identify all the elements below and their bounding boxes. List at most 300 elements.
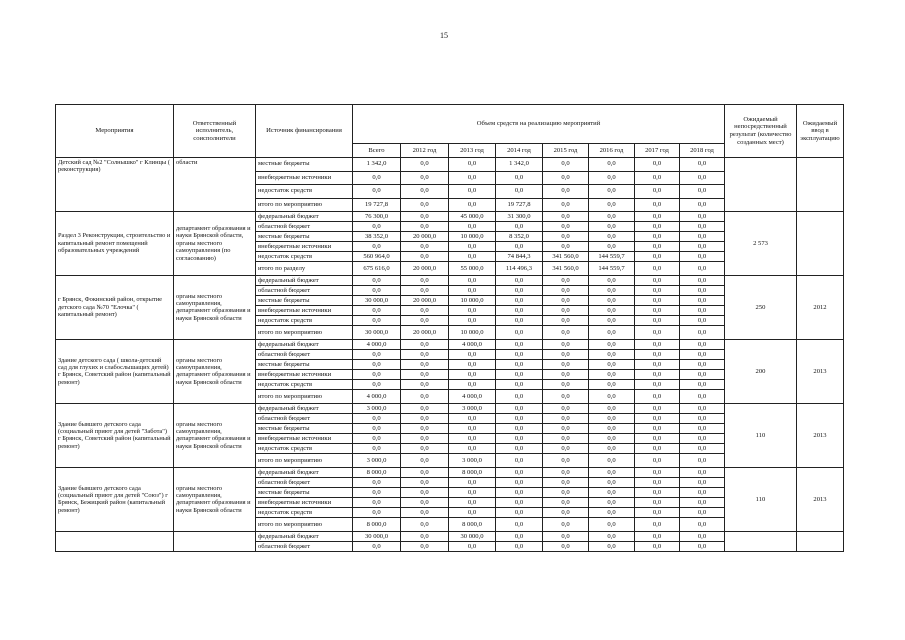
table-row bbox=[56, 212, 844, 222]
source-cell: местные бюджеты bbox=[256, 360, 353, 370]
value-cell: 0,0 bbox=[589, 370, 635, 380]
value-cell: 0,0 bbox=[635, 198, 680, 212]
commission-cell bbox=[797, 158, 844, 212]
value-cell: 0,0 bbox=[635, 403, 680, 413]
value-cell: 0,0 bbox=[680, 380, 725, 390]
value-cell: 20 000,0 bbox=[401, 262, 449, 276]
value-cell: 0,0 bbox=[401, 424, 449, 434]
value-cell: 675 616,0 bbox=[353, 262, 401, 276]
value-cell: 0,0 bbox=[680, 454, 725, 468]
source-cell: итого по мероприятию bbox=[256, 326, 353, 340]
value-cell: 20 000,0 bbox=[401, 232, 449, 242]
source-cell: федеральный бюджет bbox=[256, 212, 353, 222]
value-cell: 0,0 bbox=[496, 531, 543, 541]
value-cell: 3 000,0 bbox=[449, 454, 496, 468]
table-row bbox=[56, 467, 844, 477]
value-cell: 0,0 bbox=[635, 185, 680, 199]
source-cell: областной бюджет bbox=[256, 414, 353, 424]
header-year: 2013 год bbox=[449, 144, 496, 158]
page-number: 15 bbox=[440, 31, 448, 40]
value-cell: 0,0 bbox=[635, 380, 680, 390]
source-cell: федеральный бюджет bbox=[256, 275, 353, 285]
value-cell: 0,0 bbox=[589, 424, 635, 434]
responsible-cell: органы местного самоуправления, департамент образования и науки Брянской области bbox=[174, 467, 256, 531]
value-cell: 0,0 bbox=[401, 488, 449, 498]
source-cell: федеральный бюджет bbox=[256, 467, 353, 477]
value-cell: 0,0 bbox=[401, 275, 449, 285]
value-cell: 0,0 bbox=[589, 275, 635, 285]
activity-cell: Здание бывшего детского сада (социальный приют для детей "Забота") г Брянск, Советский район (капитальный ремонт) bbox=[56, 403, 174, 467]
value-cell: 0,0 bbox=[680, 242, 725, 252]
activity-cell: Раздел 3 Реконструкция, строительство и капитальный ремонт помещений образовательных учреждений bbox=[56, 212, 174, 276]
value-cell: 0,0 bbox=[635, 222, 680, 232]
value-cell: 0,0 bbox=[635, 242, 680, 252]
value-cell: 1 342,0 bbox=[353, 158, 401, 172]
value-cell: 0,0 bbox=[543, 414, 589, 424]
value-cell: 0,0 bbox=[635, 275, 680, 285]
value-cell: 0,0 bbox=[401, 370, 449, 380]
value-cell: 0,0 bbox=[449, 360, 496, 370]
value-cell: 0,0 bbox=[353, 242, 401, 252]
value-cell: 0,0 bbox=[401, 454, 449, 468]
value-cell: 0,0 bbox=[589, 390, 635, 404]
value-cell: 0,0 bbox=[353, 424, 401, 434]
value-cell: 19 727,8 bbox=[353, 198, 401, 212]
source-cell: итого по разделу bbox=[256, 262, 353, 276]
value-cell: 0,0 bbox=[635, 326, 680, 340]
value-cell: 0,0 bbox=[543, 390, 589, 404]
value-cell: 0,0 bbox=[496, 360, 543, 370]
value-cell: 0,0 bbox=[589, 306, 635, 316]
value-cell: 0,0 bbox=[449, 198, 496, 212]
value-cell: 1 342,0 bbox=[496, 158, 543, 172]
source-cell: итого по мероприятию bbox=[256, 390, 353, 404]
value-cell: 0,0 bbox=[635, 158, 680, 172]
value-cell: 0,0 bbox=[635, 262, 680, 276]
value-cell: 3 000,0 bbox=[449, 403, 496, 413]
source-cell: местные бюджеты bbox=[256, 158, 353, 172]
value-cell: 0,0 bbox=[543, 212, 589, 222]
value-cell: 0,0 bbox=[635, 467, 680, 477]
value-cell: 0,0 bbox=[543, 477, 589, 487]
value-cell: 30 000,0 bbox=[449, 531, 496, 541]
value-cell: 0,0 bbox=[496, 498, 543, 508]
value-cell: 0,0 bbox=[543, 316, 589, 326]
value-cell: 0,0 bbox=[449, 370, 496, 380]
value-cell: 30 000,0 bbox=[353, 326, 401, 340]
value-cell: 0,0 bbox=[543, 326, 589, 340]
commission-cell: 2013 bbox=[797, 403, 844, 467]
value-cell: 0,0 bbox=[449, 252, 496, 262]
value-cell: 0,0 bbox=[401, 242, 449, 252]
value-cell: 0,0 bbox=[589, 518, 635, 532]
value-cell: 0,0 bbox=[543, 339, 589, 349]
result-cell: 250 bbox=[725, 275, 797, 339]
value-cell: 0,0 bbox=[543, 498, 589, 508]
value-cell: 0,0 bbox=[401, 212, 449, 222]
responsible-cell: области bbox=[174, 158, 256, 212]
value-cell: 0,0 bbox=[589, 454, 635, 468]
header-funds: Объем средств на реализацию мероприятий bbox=[353, 105, 725, 144]
source-cell: областной бюджет bbox=[256, 350, 353, 360]
value-cell: 0,0 bbox=[680, 488, 725, 498]
value-cell: 0,0 bbox=[449, 242, 496, 252]
value-cell: 0,0 bbox=[543, 242, 589, 252]
value-cell: 0,0 bbox=[496, 541, 543, 551]
value-cell: 0,0 bbox=[401, 316, 449, 326]
value-cell: 0,0 bbox=[635, 414, 680, 424]
value-cell: 0,0 bbox=[496, 488, 543, 498]
value-cell: 55 000,0 bbox=[449, 262, 496, 276]
value-cell: 0,0 bbox=[496, 414, 543, 424]
value-cell: 0,0 bbox=[589, 296, 635, 306]
value-cell: 0,0 bbox=[496, 467, 543, 477]
value-cell: 0,0 bbox=[449, 488, 496, 498]
activity-cell bbox=[56, 531, 174, 551]
value-cell: 0,0 bbox=[401, 185, 449, 199]
value-cell: 0,0 bbox=[680, 275, 725, 285]
value-cell: 0,0 bbox=[543, 232, 589, 242]
value-cell: 4 000,0 bbox=[353, 339, 401, 349]
source-cell: областной бюджет bbox=[256, 286, 353, 296]
value-cell: 0,0 bbox=[680, 185, 725, 199]
activity-cell: Детский сад №2 "Солнышко" г Клинцы ( реконструкция) bbox=[56, 158, 174, 212]
source-cell: внебюджетные источники bbox=[256, 370, 353, 380]
value-cell: 0,0 bbox=[680, 541, 725, 551]
value-cell: 0,0 bbox=[543, 424, 589, 434]
table-row bbox=[56, 403, 844, 413]
value-cell: 0,0 bbox=[401, 467, 449, 477]
value-cell: 0,0 bbox=[401, 498, 449, 508]
commission-cell bbox=[797, 212, 844, 276]
value-cell: 0,0 bbox=[635, 286, 680, 296]
value-cell: 0,0 bbox=[635, 508, 680, 518]
value-cell: 0,0 bbox=[589, 185, 635, 199]
value-cell: 0,0 bbox=[635, 477, 680, 487]
value-cell: 341 560,0 bbox=[543, 262, 589, 276]
value-cell: 0,0 bbox=[589, 444, 635, 454]
value-cell: 0,0 bbox=[449, 171, 496, 185]
value-cell: 0,0 bbox=[589, 350, 635, 360]
source-cell: местные бюджеты bbox=[256, 488, 353, 498]
result-cell bbox=[725, 531, 797, 551]
activity-cell: г Брянск, Фокинский район, открытие детского сада №70 "Елочка" ( капитальный ремонт) bbox=[56, 275, 174, 339]
value-cell: 4 000,0 bbox=[449, 390, 496, 404]
value-cell: 0,0 bbox=[635, 316, 680, 326]
source-cell: недостаток средств bbox=[256, 444, 353, 454]
value-cell: 0,0 bbox=[449, 414, 496, 424]
value-cell: 3 000,0 bbox=[353, 454, 401, 468]
value-cell: 10 000,0 bbox=[449, 232, 496, 242]
value-cell: 0,0 bbox=[353, 477, 401, 487]
value-cell: 0,0 bbox=[401, 434, 449, 444]
value-cell: 0,0 bbox=[401, 222, 449, 232]
value-cell: 0,0 bbox=[353, 286, 401, 296]
value-cell: 0,0 bbox=[543, 454, 589, 468]
header-year: 2016 год bbox=[589, 144, 635, 158]
value-cell: 0,0 bbox=[543, 380, 589, 390]
value-cell: 0,0 bbox=[496, 454, 543, 468]
value-cell: 0,0 bbox=[543, 158, 589, 172]
result-cell: 200 bbox=[725, 339, 797, 403]
value-cell: 0,0 bbox=[353, 171, 401, 185]
value-cell: 0,0 bbox=[635, 434, 680, 444]
value-cell: 0,0 bbox=[543, 198, 589, 212]
result-cell bbox=[725, 158, 797, 212]
value-cell: 0,0 bbox=[680, 360, 725, 370]
header-year: 2015 год bbox=[543, 144, 589, 158]
value-cell: 0,0 bbox=[589, 158, 635, 172]
commission-cell bbox=[797, 531, 844, 551]
header-year: 2017 год bbox=[635, 144, 680, 158]
value-cell: 0,0 bbox=[401, 339, 449, 349]
value-cell: 0,0 bbox=[353, 370, 401, 380]
header-result: Ожидаемый непосредственный результат (количество созданных мест) bbox=[725, 105, 797, 158]
value-cell: 0,0 bbox=[496, 242, 543, 252]
value-cell: 0,0 bbox=[543, 360, 589, 370]
source-cell: местные бюджеты bbox=[256, 296, 353, 306]
header-year: 2012 год bbox=[401, 144, 449, 158]
value-cell: 0,0 bbox=[635, 454, 680, 468]
value-cell: 0,0 bbox=[353, 350, 401, 360]
commission-cell: 2013 bbox=[797, 339, 844, 403]
value-cell: 0,0 bbox=[496, 518, 543, 532]
value-cell: 0,0 bbox=[680, 306, 725, 316]
value-cell: 0,0 bbox=[449, 286, 496, 296]
value-cell: 144 559,7 bbox=[589, 252, 635, 262]
value-cell: 0,0 bbox=[401, 508, 449, 518]
value-cell: 0,0 bbox=[635, 296, 680, 306]
value-cell: 0,0 bbox=[543, 275, 589, 285]
value-cell: 8 000,0 bbox=[353, 518, 401, 532]
value-cell: 0,0 bbox=[680, 262, 725, 276]
value-cell: 0,0 bbox=[449, 444, 496, 454]
value-cell: 38 352,0 bbox=[353, 232, 401, 242]
value-cell: 20 000,0 bbox=[401, 296, 449, 306]
value-cell: 0,0 bbox=[496, 326, 543, 340]
value-cell: 0,0 bbox=[589, 380, 635, 390]
value-cell: 0,0 bbox=[543, 306, 589, 316]
value-cell: 0,0 bbox=[589, 242, 635, 252]
value-cell: 0,0 bbox=[496, 434, 543, 444]
value-cell: 0,0 bbox=[589, 232, 635, 242]
value-cell: 8 000,0 bbox=[353, 467, 401, 477]
value-cell: 0,0 bbox=[543, 467, 589, 477]
value-cell: 0,0 bbox=[589, 467, 635, 477]
table-row bbox=[56, 339, 844, 349]
value-cell: 0,0 bbox=[543, 222, 589, 232]
value-cell: 0,0 bbox=[353, 414, 401, 424]
value-cell: 0,0 bbox=[543, 370, 589, 380]
value-cell: 31 300,0 bbox=[496, 212, 543, 222]
value-cell: 0,0 bbox=[543, 403, 589, 413]
value-cell: 0,0 bbox=[496, 306, 543, 316]
value-cell: 0,0 bbox=[680, 370, 725, 380]
source-cell: внебюджетные источники bbox=[256, 434, 353, 444]
value-cell: 0,0 bbox=[353, 488, 401, 498]
source-cell: недостаток средств bbox=[256, 316, 353, 326]
value-cell: 0,0 bbox=[680, 350, 725, 360]
value-cell: 0,0 bbox=[449, 380, 496, 390]
value-cell: 0,0 bbox=[635, 488, 680, 498]
header-responsible: Ответственный исполнитель, соисполнители bbox=[174, 105, 256, 158]
header-year: Всего bbox=[353, 144, 401, 158]
value-cell: 0,0 bbox=[680, 232, 725, 242]
value-cell: 3 000,0 bbox=[353, 403, 401, 413]
value-cell: 0,0 bbox=[680, 531, 725, 541]
value-cell: 0,0 bbox=[680, 403, 725, 413]
value-cell: 0,0 bbox=[635, 350, 680, 360]
value-cell: 0,0 bbox=[449, 498, 496, 508]
value-cell: 0,0 bbox=[401, 390, 449, 404]
value-cell: 0,0 bbox=[543, 541, 589, 551]
value-cell: 0,0 bbox=[401, 414, 449, 424]
source-cell: итого по мероприятию bbox=[256, 518, 353, 532]
value-cell: 114 496,3 bbox=[496, 262, 543, 276]
source-cell: итого по мероприятию bbox=[256, 454, 353, 468]
value-cell: 0,0 bbox=[496, 370, 543, 380]
value-cell: 0,0 bbox=[635, 339, 680, 349]
source-cell: областной бюджет bbox=[256, 222, 353, 232]
value-cell: 0,0 bbox=[680, 414, 725, 424]
value-cell: 144 559,7 bbox=[589, 262, 635, 276]
value-cell: 0,0 bbox=[496, 222, 543, 232]
value-cell: 0,0 bbox=[589, 403, 635, 413]
value-cell: 0,0 bbox=[680, 212, 725, 222]
value-cell: 0,0 bbox=[401, 531, 449, 541]
value-cell: 0,0 bbox=[589, 222, 635, 232]
header-commission: Ожидаемый ввод в эксплуатацию bbox=[797, 105, 844, 158]
value-cell: 0,0 bbox=[589, 198, 635, 212]
source-cell: внебюджетные источники bbox=[256, 171, 353, 185]
value-cell: 0,0 bbox=[401, 350, 449, 360]
source-cell: внебюджетные источники bbox=[256, 242, 353, 252]
value-cell: 0,0 bbox=[353, 316, 401, 326]
value-cell: 0,0 bbox=[449, 306, 496, 316]
value-cell: 0,0 bbox=[543, 531, 589, 541]
value-cell: 20 000,0 bbox=[401, 326, 449, 340]
value-cell: 0,0 bbox=[543, 296, 589, 306]
value-cell: 560 964,0 bbox=[353, 252, 401, 262]
value-cell: 0,0 bbox=[449, 316, 496, 326]
value-cell: 0,0 bbox=[680, 434, 725, 444]
value-cell: 0,0 bbox=[589, 477, 635, 487]
value-cell: 0,0 bbox=[496, 444, 543, 454]
value-cell: 0,0 bbox=[543, 518, 589, 532]
value-cell: 0,0 bbox=[589, 360, 635, 370]
value-cell: 0,0 bbox=[496, 316, 543, 326]
value-cell: 8 000,0 bbox=[449, 467, 496, 477]
value-cell: 0,0 bbox=[635, 171, 680, 185]
value-cell: 0,0 bbox=[543, 185, 589, 199]
value-cell: 0,0 bbox=[449, 424, 496, 434]
value-cell: 4 000,0 bbox=[449, 339, 496, 349]
value-cell: 0,0 bbox=[496, 296, 543, 306]
header-year: 2018 год bbox=[680, 144, 725, 158]
value-cell: 76 300,0 bbox=[353, 212, 401, 222]
source-cell: областной бюджет bbox=[256, 477, 353, 487]
value-cell: 0,0 bbox=[449, 275, 496, 285]
value-cell: 0,0 bbox=[635, 360, 680, 370]
value-cell: 0,0 bbox=[680, 444, 725, 454]
value-cell: 45 000,0 bbox=[449, 212, 496, 222]
value-cell: 0,0 bbox=[449, 185, 496, 199]
source-cell: итого по мероприятию bbox=[256, 198, 353, 212]
value-cell: 0,0 bbox=[449, 434, 496, 444]
value-cell: 0,0 bbox=[449, 477, 496, 487]
value-cell: 0,0 bbox=[635, 212, 680, 222]
value-cell: 0,0 bbox=[543, 286, 589, 296]
source-cell: федеральный бюджет bbox=[256, 339, 353, 349]
value-cell: 0,0 bbox=[589, 531, 635, 541]
value-cell: 0,0 bbox=[589, 286, 635, 296]
value-cell: 0,0 bbox=[680, 518, 725, 532]
value-cell: 0,0 bbox=[496, 390, 543, 404]
commission-cell: 2012 bbox=[797, 275, 844, 339]
responsible-cell: органы местного самоуправления, департамент образования и науки Брянской области bbox=[174, 339, 256, 403]
header-year: 2014 год bbox=[496, 144, 543, 158]
value-cell: 0,0 bbox=[401, 518, 449, 532]
value-cell: 0,0 bbox=[449, 158, 496, 172]
value-cell: 74 844,3 bbox=[496, 252, 543, 262]
value-cell: 0,0 bbox=[589, 339, 635, 349]
value-cell: 0,0 bbox=[496, 171, 543, 185]
value-cell: 0,0 bbox=[589, 508, 635, 518]
value-cell: 0,0 bbox=[543, 508, 589, 518]
value-cell: 0,0 bbox=[543, 350, 589, 360]
value-cell: 0,0 bbox=[589, 541, 635, 551]
value-cell: 0,0 bbox=[589, 498, 635, 508]
value-cell: 0,0 bbox=[635, 424, 680, 434]
responsible-cell: органы местного самоуправления, департамент образования и науки Брянской области bbox=[174, 403, 256, 467]
value-cell: 0,0 bbox=[680, 296, 725, 306]
source-cell: федеральный бюджет bbox=[256, 403, 353, 413]
value-cell: 0,0 bbox=[589, 434, 635, 444]
value-cell: 0,0 bbox=[449, 350, 496, 360]
value-cell: 0,0 bbox=[543, 171, 589, 185]
source-cell: областной бюджет bbox=[256, 541, 353, 551]
value-cell: 0,0 bbox=[401, 198, 449, 212]
source-cell: недостаток средств bbox=[256, 508, 353, 518]
value-cell: 0,0 bbox=[680, 158, 725, 172]
value-cell: 0,0 bbox=[449, 508, 496, 518]
value-cell: 0,0 bbox=[496, 275, 543, 285]
source-cell: недостаток средств bbox=[256, 252, 353, 262]
value-cell: 0,0 bbox=[589, 316, 635, 326]
result-cell: 110 bbox=[725, 467, 797, 531]
value-cell: 0,0 bbox=[353, 185, 401, 199]
source-cell: недостаток средств bbox=[256, 185, 353, 199]
funding-table bbox=[55, 104, 844, 552]
value-cell: 0,0 bbox=[680, 316, 725, 326]
responsible-cell: органы местного самоуправления, департамент образования и науки Брянской области bbox=[174, 275, 256, 339]
value-cell: 0,0 bbox=[589, 326, 635, 340]
activity-cell: Здание бывшего детского сада (социальный приют для детей "Союз") г Брянск, Бежицкий район (капитальный ремонт) bbox=[56, 467, 174, 531]
value-cell: 0,0 bbox=[680, 467, 725, 477]
value-cell: 0,0 bbox=[680, 252, 725, 262]
value-cell: 0,0 bbox=[353, 360, 401, 370]
value-cell: 0,0 bbox=[353, 275, 401, 285]
value-cell: 30 000,0 bbox=[353, 531, 401, 541]
value-cell: 0,0 bbox=[353, 444, 401, 454]
value-cell: 0,0 bbox=[680, 339, 725, 349]
value-cell: 30 000,0 bbox=[353, 296, 401, 306]
value-cell: 0,0 bbox=[635, 390, 680, 404]
value-cell: 0,0 bbox=[635, 518, 680, 532]
value-cell: 0,0 bbox=[635, 541, 680, 551]
value-cell: 0,0 bbox=[401, 306, 449, 316]
value-cell: 0,0 bbox=[680, 171, 725, 185]
